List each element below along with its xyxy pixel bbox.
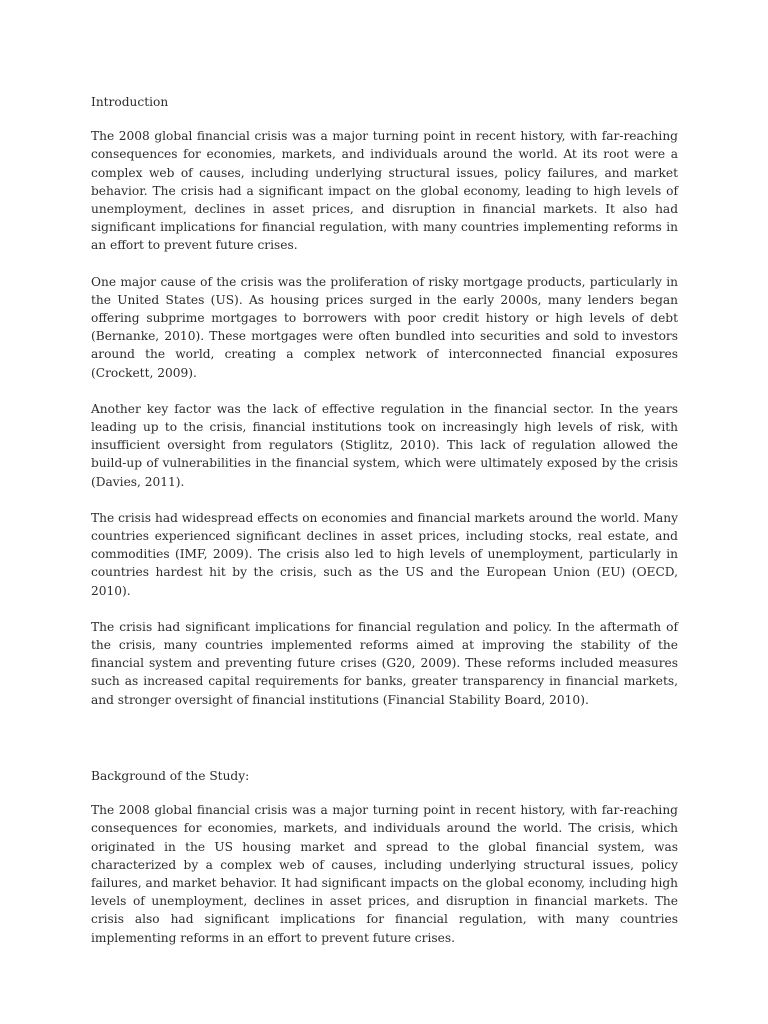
introduction-heading: Introduction bbox=[91, 95, 169, 109]
intro-paragraph-3: Another key factor was the lack of effective regulation in the financial sector. In the years leading up to the crisis, financial institutions took on increasingly high levels of risk, with insufficient oversight from regulators (Stiglitz, 2010). This lack of regulation allowed the build-up of vulnerabilities in the financial system, which were ultimately exposed by the crisis (Davies, 2011). bbox=[91, 401, 678, 489]
document-page bbox=[91, 93, 678, 965]
intro-paragraph-1: The 2008 global financial crisis was a major turning point in recent history, with far-reaching consequences for economies, markets, and individuals around the world. At its root were a complex web of causes, including underlying structural issues, policy failures, and market behavior. The crisis had a significant impact on the global economy, leading to high levels of unemployment, declines in asset prices, and disruption in financial markets. It also had significant implications for financial regulation, with many countries implementing reforms in an effort to prevent future crises. bbox=[91, 129, 678, 253]
background-heading: Background of the Study: bbox=[91, 768, 250, 783]
intro-paragraph-5: The crisis had significant implications for financial regulation and policy. In the aftermath of the crisis, many countries implemented reforms aimed at improving the stability of the financial system and preventing future crises (G20, 2009). These reforms included measures such as increased capital requirements for banks, greater transparency in financial markets, and stronger oversight of financial institutions (Financial Stability Board, 2010). bbox=[91, 619, 678, 707]
background-section bbox=[91, 767, 678, 947]
section-spacer bbox=[91, 727, 678, 767]
background-paragraph-1: The 2008 global financial crisis was a major turning point in recent history, with far-reaching consequences for economies, markets, and individuals around the world. The crisis, which originated in the US housing market and spread to the global financial system, was characterized by a complex web of causes, including underlying structural issues, policy failures, and market behavior. It had significant impacts on the global economy, including high levels of unemployment, declines in asset prices, and disruption in financial markets. The crisis also had significant implications for financial regulation, with many countries implementing reforms in an effort to prevent future crises. bbox=[91, 803, 678, 945]
intro-paragraph-4: The crisis had widespread effects on economies and financial markets around the world. Many countries experienced significant declines in asset prices, including stocks, real estate, and commodities (IMF, 2009). The crisis also led to high levels of unemployment, particularly in countries hardest hit by the crisis, such as the US and the European Union (EU) (OECD, 2010). bbox=[91, 510, 678, 598]
introduction-section bbox=[91, 93, 678, 709]
intro-paragraph-2: One major cause of the crisis was the proliferation of risky mortgage products, particularly in the United States (US). As housing prices surged in the early 2000s, many lenders began offering subprime mortgages to borrowers with poor credit history or high levels of debt (Bernanke, 2010). These mortgages were often bundled into securities and sold to investors around the world, creating a complex network of interconnected financial exposures (Crockett, 2009). bbox=[91, 274, 678, 380]
